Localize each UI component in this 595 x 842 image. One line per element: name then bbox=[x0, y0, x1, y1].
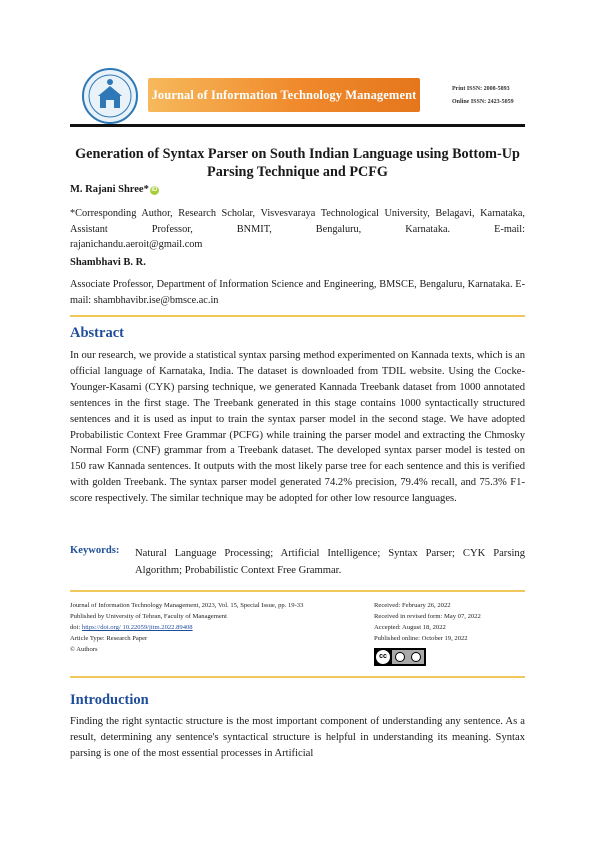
author-name-1-text: M. Rajani Shree* bbox=[70, 184, 149, 195]
author-name-2: Shambhavi B. R. bbox=[70, 257, 146, 268]
author-affiliation-2: Associate Professor, Department of Information Science and Engineering, BMSCE, Bengaluru, Karnataka. E-mail: shambhavibr.ise@bmsce.ac.in bbox=[70, 279, 525, 306]
abstract-text: In our research, we provide a statistical syntax parsing method experimented on Kannada texts, which is an official language of Karnataka, India. The dataset is downloaded from TDIL website. Using the Cocke-Younger-Kasami (CYK) parsing technique, we generated Kannada Treebank dataset from 1000 annotated sentences in the first stage. The Treebank generated in this stage contains 1000 syntactically structured sentences and it is used as input to train the syntax parser model in the second stage. We have adopted Probabilistic Context Free Grammar (PCFG) while training the parser model and extracting the Chmosky Normal Form (CNF) grammar from a Treebank dataset. The developed syntax parser model is tested on 150 raw Kannada sentences. It outputs with the most likely parse tree for each sentence and this is verified with golden Treebank. The syntax parser model generated 74.2% precision, 79.4% recall, and 75.3% F1-score respectively. The similar technique may be adopted for other low resource languages. bbox=[70, 350, 525, 505]
introduction-text: Finding the right syntactic structure is the most important component of understanding any sentence. As a result, determining any sentence's syntactical structure is helpful in understanding its meaning. Syntax parsing is one of the most essential processes in Artificial bbox=[70, 716, 525, 759]
revised-date: Received in revised form: May 07, 2022 bbox=[374, 613, 481, 620]
article-type: Article Type: Research Paper bbox=[70, 635, 148, 642]
print-issn: Print ISSN: 2008-5893 bbox=[452, 86, 510, 92]
orcid-icon[interactable]: iD bbox=[151, 187, 158, 193]
divider-bottom bbox=[70, 676, 525, 678]
author-affiliation-1: *Corresponding Author, Research Scholar, Visvesvaraya Technological University, Belagavi, Karnataka, Assistant Professor, BNMIT, Bengaluru, Karnataka. E-mail: bbox=[70, 208, 525, 235]
accepted-date: Accepted: August 18, 2022 bbox=[374, 624, 446, 631]
header-rule bbox=[70, 124, 525, 127]
author-email-1: rajanichandu.aeroit@gmail.com bbox=[70, 239, 203, 250]
university-of-tehran-logo-icon bbox=[78, 66, 142, 126]
journal-name: Journal of Information Technology Management bbox=[151, 87, 417, 102]
divider-keywords bbox=[70, 590, 525, 592]
cc-badge-text: cc bbox=[376, 650, 390, 664]
cc-attribution-icons bbox=[392, 650, 424, 664]
received-date: Received: February 26, 2022 bbox=[374, 602, 451, 609]
copyright: © Authors bbox=[70, 646, 98, 653]
published-date: Published online: October 19, 2022 bbox=[374, 635, 468, 642]
publisher: Published by University of Tehran, Faculty of Management bbox=[70, 613, 227, 620]
article-metadata bbox=[70, 600, 370, 655]
doi bbox=[70, 622, 370, 633]
keywords-label: Keywords: bbox=[70, 545, 120, 556]
paper-title: Generation of Syntax Parser on South Indian Language using Bottom-Up Parsing Technique and PCFG bbox=[75, 146, 520, 180]
doi-link[interactable]: https://doi.org/ 10.22059/jitm.2022.89408 bbox=[81, 624, 193, 631]
introduction-heading: Introduction bbox=[70, 692, 149, 708]
journal-banner bbox=[148, 78, 420, 112]
abstract-heading: Abstract bbox=[70, 325, 124, 341]
creative-commons-license-icon[interactable] bbox=[374, 648, 426, 666]
citation: Journal of Information Technology Management, 2023, Vol. 15, Special Issue, pp. 19-33 bbox=[70, 602, 304, 609]
doi-label: doi: bbox=[70, 624, 82, 631]
keywords-text: Natural Language Processing; Artificial Intelligence; Syntax Parser; CYK Parsing Algorithm; Probabilistic Context Free Grammar. bbox=[135, 548, 525, 576]
online-issn: Online ISSN: 2423-5059 bbox=[452, 99, 514, 105]
author-name-1 bbox=[70, 184, 159, 195]
divider-top bbox=[70, 315, 525, 317]
article-dates bbox=[374, 600, 525, 644]
